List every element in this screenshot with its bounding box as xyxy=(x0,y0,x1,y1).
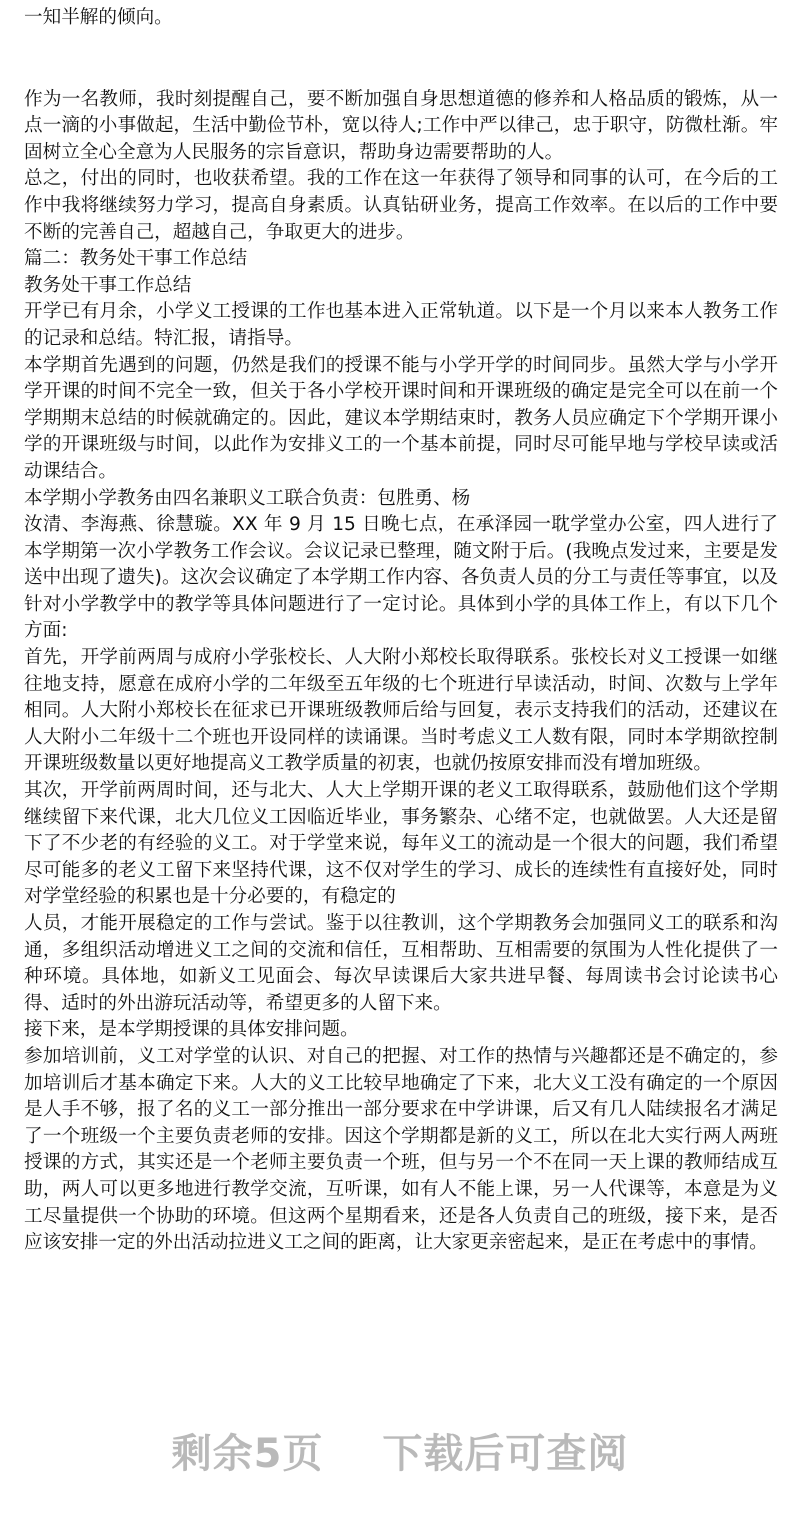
paragraph: 接下来，是本学期授课的具体安排问题。 xyxy=(24,1019,359,1041)
paragraph: 本学期小学教务由四名兼职义工联合负责：包胜勇、杨 xyxy=(24,487,471,509)
remaining-pages-label: 剩余5页 xyxy=(171,1431,324,1477)
paragraph: 开学已有月余，小学义工授课的工作也基本进入正常轨道。以下是一个月以来本人教务工作的记录和总结。特汇报，请指导。 xyxy=(24,301,778,349)
download-to-view-label[interactable]: 下载后可查阅 xyxy=(382,1431,629,1477)
paragraph: 总之，付出的同时，也收获希望。我的工作在这一年获得了领导和同事的认可，在今后的工作中我将继续努力学习，提高自身素质。认真钻研业务，提高工作效率。在以后的工作中要不断的完善自己，超越自己，争取更大的进步。 xyxy=(24,168,778,243)
section-title: 篇二：教务处干事工作总结 xyxy=(24,248,248,270)
paragraph: 参加培训前，义工对学堂的认识、对自己的把握、对工作的热情与兴趣都还是不确定的，参加培训后才基本确定下来。人大的义工比较早地确定了下来，北大义工没有确定的一个原因是人手不够，报了名的义工一部分推出一部分要求在中学讲课，后又有几人陆续报名才满足了一个班级一个主要负责老师的安排。因这个学期都是新的义工，所以在北大实行两人两班授课的方式，其实还是一个老师主要负责一个班，但与另一个不在同一天上课的教师结成互助，两人可以更多地进行教学交流，互听课，如有人不能上课，另一人代课等，本意是为义工尽量提供一个协助的环境。但这两个星期看来，还是各人负责自己的班级，接下来，是否应该安排一定的外出活动拉进义工之间的距离，让大家更亲密起来，是正在考虑中的事情。 xyxy=(24,1045,778,1254)
paragraph: 作为一名教师，我时刻提醒自己，要不断加强自身思想道德的修养和人格品质的锻炼，从一点一滴的小事做起，生活中勤俭节朴，宽以待人;工作中严以律己，忠于职守，防微杜渐。牢固树立全心全意为人民服务的宗旨意识，帮助身边需要帮助的人。 xyxy=(24,88,778,163)
paragraph: 其次，开学前两周时间，还与北大、人大上学期开课的老义工取得联系，鼓励他们这个学期继续留下来代课，北大几位义工因临近毕业，事务繁杂、心绪不定，也就做罢。人大还是留下了不少老的有经验的义工。对于学堂来说，每年义工的流动是一个很大的问题，我们希望尽可能多的老义工留下来坚持代课，这不仅对学生的学习、成长的连续性有直接好处，同时对学堂经验的积累也是十分必要的，有稳定的 xyxy=(24,780,778,908)
paragraph: 一知半解的倾向。 xyxy=(24,7,173,28)
document-body xyxy=(24,0,778,1257)
paragraph: 首先，开学前两周与成府小学张校长、人大附小郑校长取得联系。张校长对义工授课一如继往地支持，愿意在成府小学的二年级至五年级的七个班进行早读活动，时间、次数与上学年相同。人大附小郑校长在征求已开课班级教师后给与回复，表示支持我们的活动，还建议在人大附小二年级十二个班也开设同样的读诵课。当时考虑义工人数有限，同时本学期欲控制开课班级数量以更好地提高义工教学质量的初衷，也就仍按原安排而没有增加班级。 xyxy=(24,647,778,775)
download-prompt[interactable] xyxy=(0,1422,800,1479)
paragraph: 本学期首先遇到的问题，仍然是我们的授课不能与小学开学的时间同步。虽然大学与小学开学开课的时间不完全一致，但关于各小学校开课时间和开课班级的确定是完全可以在前一个学期期末总结的时候就确定的。因此，建议本学期结束时，教务人员应确定下个学期开课小学的开课班级与时间，以此作为安排义工的一个基本前提，同时尽可能早地与学校早读或活动课结合。 xyxy=(24,354,778,482)
section-subtitle: 教务处干事工作总结 xyxy=(24,274,192,296)
paragraph: 汝清、李海燕、徐慧璇。XX 年 9 月 15 日晚七点，在承泽园一耽学堂办公室，四人进行了本学期第一次小学教务工作会议。会议记录已整理，随文附于后。(我晚点发过来，主要是发送中出现了遗失)。这次会议确定了本学期工作内容、各负责人员的分工与责任等事宜，以及针对小学教学中的教学等具体问题进行了一定讨论。具体到小学的具体工作上，有以下几个方面: xyxy=(24,514,778,642)
paragraph: 人员，才能开展稳定的工作与尝试。鉴于以往教训，这个学期教务会加强同义工的联系和沟通，多组织活动增进义工之间的交流和信任，互相帮助、互相需要的氛围为人性化提供了一种环境。具体地，如新义工见面会、每次早读课后大家共进早餐、每周读书会讨论读书心得、适时的外出游玩活动等，希望更多的人留下来。 xyxy=(24,913,778,1014)
